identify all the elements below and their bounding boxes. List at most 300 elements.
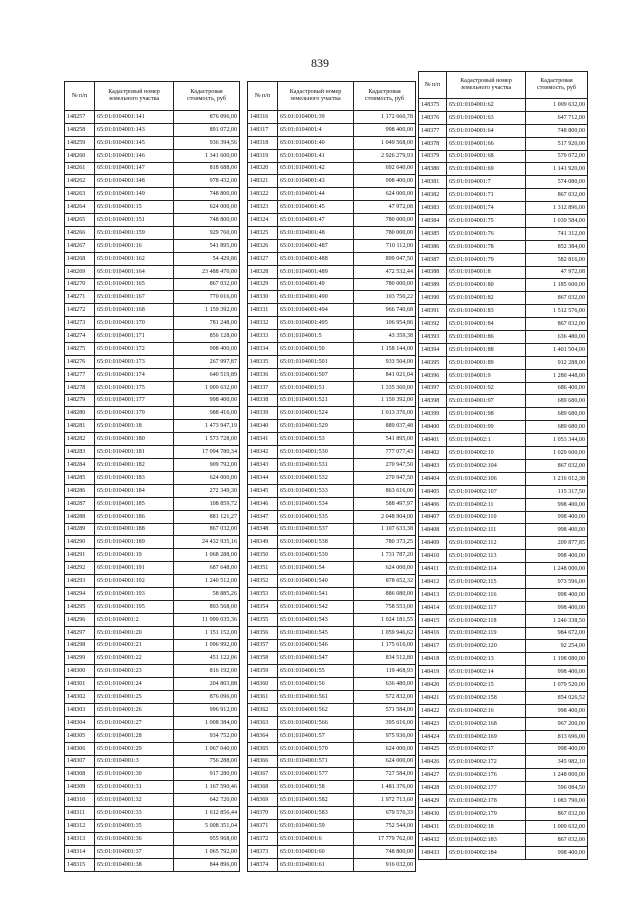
row-number: 148265: [65, 214, 95, 227]
cadastral-value: 955 968,00: [174, 832, 240, 845]
row-number: 148349: [248, 536, 278, 549]
row-number: 148430: [419, 807, 447, 820]
table-row: [419, 305, 588, 318]
row-number: 148286: [65, 484, 95, 497]
table-row: [248, 471, 416, 484]
table-row: [65, 394, 240, 407]
cadastral-value: 1 159 392,00: [174, 304, 240, 317]
cadastral-value: 917 280,00: [174, 768, 240, 781]
row-number: 148373: [248, 845, 278, 858]
cadastral-number: 65:01:0104001:4: [278, 123, 354, 136]
cadastral-number: 65:01:0104002:110: [447, 511, 526, 524]
table-row: [419, 176, 588, 189]
cadastral-number: 65:01:0104001:541: [278, 587, 354, 600]
cadastral-number: 65:01:0104001:22: [95, 652, 174, 665]
row-number: 148391: [419, 305, 447, 318]
table-row: [65, 188, 240, 201]
row-number: 148296: [65, 613, 95, 626]
cadastral-value: 572 832,00: [354, 691, 416, 704]
cadastral-value: 119 468,93: [354, 665, 416, 678]
cadastral-number: 65:01:0104001:180: [95, 433, 174, 446]
table-row: [248, 123, 416, 136]
table-row: [419, 266, 588, 279]
cadastral-number: 65:01:0104001:162: [95, 252, 174, 265]
cadastral-value: 998 400,00: [354, 123, 416, 136]
row-number: 148426: [419, 756, 447, 769]
row-number: 148298: [65, 639, 95, 652]
cadastral-value: 1 172 660,78: [354, 111, 416, 124]
cadastral-number: 65:01:0104001:74: [447, 202, 526, 215]
table-row: [65, 381, 240, 394]
cadastral-number: 65:01:0104002:104: [447, 459, 526, 472]
cadastral-number: 65:01:0104001:76: [447, 227, 526, 240]
cadastral-value: 996 912,00: [174, 703, 240, 716]
cadastral-value: 909 792,00: [174, 459, 240, 472]
table-row: [419, 227, 588, 240]
row-number: 148274: [65, 330, 95, 343]
cadastral-number: 65:01:0104001:532: [278, 471, 354, 484]
row-number: 148317: [248, 123, 278, 136]
cadastral-number: 65:01:0104001:30: [95, 768, 174, 781]
cadastral-number: 65:01:0104002:184: [447, 846, 526, 859]
row-number: 148356: [248, 626, 278, 639]
cadastral-value: 780 000,00: [354, 227, 416, 240]
cadastral-number: 65:01:0104001:195: [95, 600, 174, 613]
table-row: [419, 524, 588, 537]
row-number: 148288: [65, 510, 95, 523]
table-row: [419, 240, 588, 253]
row-number: 148385: [419, 227, 447, 240]
table-row: [419, 356, 588, 369]
cadastral-value: 270 947,50: [354, 459, 416, 472]
table-row: [65, 807, 240, 820]
cadastral-value: 780 000,00: [354, 278, 416, 291]
row-number: 148419: [419, 666, 447, 679]
cadastral-number: 65:01:0104002:15: [447, 679, 526, 692]
table-row: [65, 639, 240, 652]
table-row: [248, 188, 416, 201]
cadastral-number: 65:01:0104002:177: [447, 782, 526, 795]
row-number: 148382: [419, 189, 447, 202]
table-row: [248, 214, 416, 227]
table-row: [419, 189, 588, 202]
cadastral-number: 65:01:0104001:171: [95, 330, 174, 343]
table-row: [419, 215, 588, 228]
cadastral-value: 967 200,00: [526, 717, 588, 730]
row-number: 148351: [248, 562, 278, 575]
table-row: [65, 510, 240, 523]
cadastral-number: 65:01:0104001:141: [95, 111, 174, 124]
row-number: 148383: [419, 202, 447, 215]
cadastral-value: 889 037,48: [354, 420, 416, 433]
table-row: [65, 175, 240, 188]
table-row: [419, 537, 588, 550]
table-row: [248, 149, 416, 162]
cadastral-number: 65:01:0104001:83: [447, 305, 526, 318]
cadastral-number: 65:01:0104001:494: [278, 304, 354, 317]
row-number: 148377: [419, 124, 447, 137]
cadastral-number: 65:01:0104001:507: [278, 368, 354, 381]
cadastral-number: 65:01:0104001:60: [278, 845, 354, 858]
row-number: 148370: [248, 807, 278, 820]
table-row: [248, 484, 416, 497]
cadastral-number: 65:01:0104001:89: [447, 356, 526, 369]
cadastral-number: 65:01:0104001:37: [95, 845, 174, 858]
cadastral-value: 1 158 144,00: [354, 343, 416, 356]
row-number: 148365: [248, 742, 278, 755]
cadastral-value: 1 053 344,00: [526, 434, 588, 447]
cadastral-value: 1 096 992,00: [174, 639, 240, 652]
table-row: [248, 330, 416, 343]
table-row: [248, 175, 416, 188]
row-number: 148257: [65, 111, 95, 124]
table-row: [65, 291, 240, 304]
cadastral-number: 65:01:0104001:36: [95, 832, 174, 845]
cadastral-value: 689 680,00: [526, 421, 588, 434]
cadastral-number: 65:01:0104001:99: [447, 421, 526, 434]
table-row: [419, 795, 588, 808]
table-row: [65, 768, 240, 781]
cadastral-value: 998 400,00: [526, 743, 588, 756]
cadastral-table-2: [247, 81, 416, 872]
table-row: [248, 575, 416, 588]
cadastral-number: 65:01:0104002:114: [447, 563, 526, 576]
row-number: 148327: [248, 252, 278, 265]
row-number: 148390: [419, 292, 447, 305]
cadastral-value: 780 373,25: [354, 536, 416, 549]
row-number: 148267: [65, 239, 95, 252]
cadastral-value: 47 972,08: [526, 266, 588, 279]
cadastral-number: 65:01:0104001:71: [447, 189, 526, 202]
cadastral-value: 1 240 512,00: [174, 575, 240, 588]
cadastral-value: 1 008 384,00: [174, 716, 240, 729]
row-number: 148354: [248, 600, 278, 613]
table-row: [248, 729, 416, 742]
cadastral-number: 65:01:0104001:173: [95, 355, 174, 368]
cadastral-value: 934 752,00: [174, 729, 240, 742]
row-number: 148359: [248, 665, 278, 678]
table-row: [419, 756, 588, 769]
row-number: 148433: [419, 846, 447, 859]
cadastral-value: 998 400,00: [526, 511, 588, 524]
row-number: 148280: [65, 407, 95, 420]
cadastral-number: 65:01:0104001:42: [278, 162, 354, 175]
table-row: [248, 278, 416, 291]
cadastral-value: 103 750,22: [354, 291, 416, 304]
cadastral-number: 65:01:0104001:23: [95, 665, 174, 678]
table-row: [419, 782, 588, 795]
table-row: [248, 407, 416, 420]
table-row: [65, 794, 240, 807]
row-number: 148272: [65, 304, 95, 317]
cadastral-number: 65:01:0104001:20: [95, 626, 174, 639]
header-value: Кадастровая стоимость, руб: [174, 82, 240, 111]
table-row: [65, 523, 240, 536]
cadastral-number: 65:01:0104002:158: [447, 691, 526, 704]
cadastral-value: 998 400,00: [526, 666, 588, 679]
table-row: [248, 420, 416, 433]
table-row: [65, 420, 240, 433]
table-row: [65, 368, 240, 381]
cadastral-value: 1 009 632,00: [174, 381, 240, 394]
row-number: 148362: [248, 703, 278, 716]
row-number: 148331: [248, 304, 278, 317]
table-row: [248, 433, 416, 446]
row-number: 148276: [65, 355, 95, 368]
cadastral-value: 867 032,00: [526, 807, 588, 820]
row-number: 148338: [248, 394, 278, 407]
row-number: 148418: [419, 653, 447, 666]
cadastral-number: 65:01:0104001:24: [95, 678, 174, 691]
cadastral-number: 65:01:0104001:165: [95, 278, 174, 291]
table-row: [65, 265, 240, 278]
cadastral-value: 54 429,86: [174, 252, 240, 265]
row-number: 148287: [65, 497, 95, 510]
row-number: 148422: [419, 704, 447, 717]
row-number: 148260: [65, 149, 95, 162]
row-number: 148403: [419, 459, 447, 472]
cadastral-table-1: [64, 81, 240, 872]
row-number: 148273: [65, 317, 95, 330]
row-number: 148313: [65, 832, 95, 845]
cadastral-value: 24 432 935,16: [174, 536, 240, 549]
cadastral-number: 65:01:0104001:47: [278, 214, 354, 227]
table-row: [248, 716, 416, 729]
cadastral-value: 998 400,00: [526, 498, 588, 511]
cadastral-number: 65:01:0104001:32: [95, 794, 174, 807]
cadastral-number: 65:01:0104002:1: [447, 434, 526, 447]
row-number: 148411: [419, 563, 447, 576]
cadastral-value: 17 094 780,34: [174, 446, 240, 459]
header-num: № п/п: [248, 82, 278, 111]
table-row: [65, 703, 240, 716]
cadastral-number: 65:01:0104001:40: [278, 136, 354, 149]
cadastral-number: 65:01:0104001:19: [95, 549, 174, 562]
cadastral-number: 65:01:0104001:547: [278, 652, 354, 665]
table-row: [419, 331, 588, 344]
row-number: 148407: [419, 511, 447, 524]
cadastral-value: 966 740,68: [354, 304, 416, 317]
cadastral-value: 933 504,00: [354, 355, 416, 368]
cadastral-value: 1 612 856,44: [174, 807, 240, 820]
cadastral-value: 867 032,00: [526, 189, 588, 202]
table-row: [65, 484, 240, 497]
cadastral-number: 65:01:0104001:183: [95, 471, 174, 484]
row-number: 148297: [65, 626, 95, 639]
row-number: 148371: [248, 819, 278, 832]
cadastral-number: 65:01:0104001:15: [95, 201, 174, 214]
row-number: 148381: [419, 176, 447, 189]
row-number: 148361: [248, 691, 278, 704]
cadastral-number: 65:01:0104002:115: [447, 575, 526, 588]
table-row: [419, 485, 588, 498]
row-number: 148269: [65, 265, 95, 278]
table-row: [248, 845, 416, 858]
row-number: 148408: [419, 524, 447, 537]
cadastral-number: 65:01:0104001:181: [95, 446, 174, 459]
cadastral-value: 1 024 181,55: [354, 613, 416, 626]
cadastral-number: 65:01:0104001:8: [447, 266, 526, 279]
cadastral-value: 975 936,00: [354, 729, 416, 742]
cadastral-value: 886 080,00: [354, 587, 416, 600]
row-number: 148414: [419, 601, 447, 614]
table-row: [419, 459, 588, 472]
cadastral-value: 998 400,00: [526, 846, 588, 859]
table-row: [419, 588, 588, 601]
cadastral-number: 65:01:0104001:582: [278, 794, 354, 807]
cadastral-value: 1 079 520,00: [526, 679, 588, 692]
row-number: 148425: [419, 743, 447, 756]
row-number: 148409: [419, 537, 447, 550]
row-number: 148394: [419, 343, 447, 356]
row-number: 148325: [248, 227, 278, 240]
row-number: 148285: [65, 471, 95, 484]
cadastral-number: 65:01:0104001:175: [95, 381, 174, 394]
row-number: 148369: [248, 794, 278, 807]
cadastral-number: 65:01:0104001:501: [278, 355, 354, 368]
row-number: 148336: [248, 368, 278, 381]
cadastral-number: 65:01:0104001:49: [278, 278, 354, 291]
cadastral-value: 624 000,00: [174, 471, 240, 484]
row-number: 148328: [248, 265, 278, 278]
cadastral-value: 1 198 080,00: [526, 653, 588, 666]
cadastral-number: 65:01:0104001:25: [95, 691, 174, 704]
cadastral-value: 998 400,00: [174, 394, 240, 407]
cadastral-number: 65:01:0104001:75: [447, 215, 526, 228]
cadastral-value: 541 895,00: [174, 239, 240, 252]
cadastral-value: 1 009 632,00: [526, 99, 588, 112]
cadastral-number: 65:01:0104001:59: [278, 819, 354, 832]
cadastral-value: 58 885,26: [174, 587, 240, 600]
cadastral-number: 65:01:0104002:18: [447, 820, 526, 833]
table-row: [65, 742, 240, 755]
cadastral-number: 65:01:0104001:88: [447, 343, 526, 356]
cadastral-number: 65:01:0104001:57: [278, 729, 354, 742]
cadastral-value: 1 175 616,00: [354, 639, 416, 652]
row-number: 148323: [248, 201, 278, 214]
row-number: 148358: [248, 652, 278, 665]
header-value: Кадастровая стоимость, руб: [354, 82, 416, 111]
cadastral-value: 1 141 920,00: [526, 163, 588, 176]
table-row: [65, 278, 240, 291]
row-number: 148334: [248, 343, 278, 356]
cadastral-value: 689 680,00: [526, 395, 588, 408]
cadastral-number: 65:01:0104001:147: [95, 162, 174, 175]
row-number: 148340: [248, 420, 278, 433]
table-row: [65, 600, 240, 613]
cadastral-number: 65:01:0104001:69: [447, 163, 526, 176]
cadastral-value: 571 584,00: [354, 703, 416, 716]
row-number: 148412: [419, 575, 447, 588]
cadastral-value: 727 584,00: [354, 768, 416, 781]
cadastral-number: 65:01:0104001:487: [278, 239, 354, 252]
table-row: [419, 846, 588, 859]
cadastral-value: 2 926 279,93: [354, 149, 416, 162]
table-row: [419, 601, 588, 614]
cadastral-number: 65:01:0104001:531: [278, 459, 354, 472]
row-number: 148310: [65, 794, 95, 807]
table-row: [419, 369, 588, 382]
row-number: 148263: [65, 188, 95, 201]
cadastral-value: 23 488 470,00: [174, 265, 240, 278]
row-number: 148432: [419, 833, 447, 846]
table-row: [419, 563, 588, 576]
row-number: 148290: [65, 536, 95, 549]
cadastral-number: 65:01:0104001:38: [95, 858, 174, 871]
table-row: [248, 510, 416, 523]
cadastral-value: 818 688,00: [174, 162, 240, 175]
row-number: 148395: [419, 356, 447, 369]
cadastral-value: 270 947,50: [354, 471, 416, 484]
cadastral-value: 1 013 376,00: [354, 407, 416, 420]
cadastral-value: 710 112,00: [354, 239, 416, 252]
row-number: 148309: [65, 781, 95, 794]
row-number: 148396: [419, 369, 447, 382]
cadastral-number: 65:01:0104002:117: [447, 601, 526, 614]
row-number: 148392: [419, 318, 447, 331]
cadastral-number: 65:01:0104001:21: [95, 639, 174, 652]
table-row: [65, 446, 240, 459]
row-number: 148282: [65, 433, 95, 446]
row-number: 148417: [419, 640, 447, 653]
table-row: [419, 614, 588, 627]
cadastral-value: 770 016,00: [174, 291, 240, 304]
cadastral-value: 998 400,00: [526, 588, 588, 601]
table-row: [419, 575, 588, 588]
row-number: 148262: [65, 175, 95, 188]
cadastral-value: 267 997,87: [174, 355, 240, 368]
cadastral-number: 65:01:0104001:534: [278, 497, 354, 510]
row-number: 148379: [419, 150, 447, 163]
cadastral-value: 204 803,88: [174, 678, 240, 691]
cadastral-value: 108 859,72: [174, 497, 240, 510]
header-cadastral: Кадастровый номер земельного участка: [278, 82, 354, 111]
cadastral-number: 65:01:0104001:530: [278, 446, 354, 459]
table-row: [65, 252, 240, 265]
row-number: 148386: [419, 240, 447, 253]
cadastral-number: 65:01:0104002:11: [447, 498, 526, 511]
row-number: 148339: [248, 407, 278, 420]
cadastral-value: 1 972 713,60: [354, 794, 416, 807]
row-number: 148332: [248, 317, 278, 330]
row-number: 148271: [65, 291, 95, 304]
cadastral-number: 65:01:0104001:489: [278, 265, 354, 278]
row-number: 148416: [419, 627, 447, 640]
cadastral-number: 65:01:0104001:570: [278, 742, 354, 755]
cadastral-value: 936 394,56: [174, 136, 240, 149]
row-number: 148312: [65, 819, 95, 832]
cadastral-number: 65:01:0104001:529: [278, 420, 354, 433]
row-number: 148335: [248, 355, 278, 368]
cadastral-value: 756 288,00: [174, 755, 240, 768]
cadastral-number: 65:01:0104001:188: [95, 523, 174, 536]
table-row: [65, 214, 240, 227]
table-row: [419, 666, 588, 679]
cadastral-value: 854 026,52: [526, 691, 588, 704]
row-number: 148389: [419, 279, 447, 292]
table-row: [419, 730, 588, 743]
cadastral-value: 345 982,10: [526, 756, 588, 769]
table-row: [419, 434, 588, 447]
cadastral-value: 541 895,00: [354, 433, 416, 446]
row-number: 148294: [65, 587, 95, 600]
table-row: [419, 653, 588, 666]
cadastral-number: 65:01:0104001:170: [95, 317, 174, 330]
cadastral-value: 5 008 351,04: [174, 819, 240, 832]
table-row: [248, 381, 416, 394]
cadastral-number: 65:01:0104001:66: [447, 137, 526, 150]
row-number: 148402: [419, 447, 447, 460]
